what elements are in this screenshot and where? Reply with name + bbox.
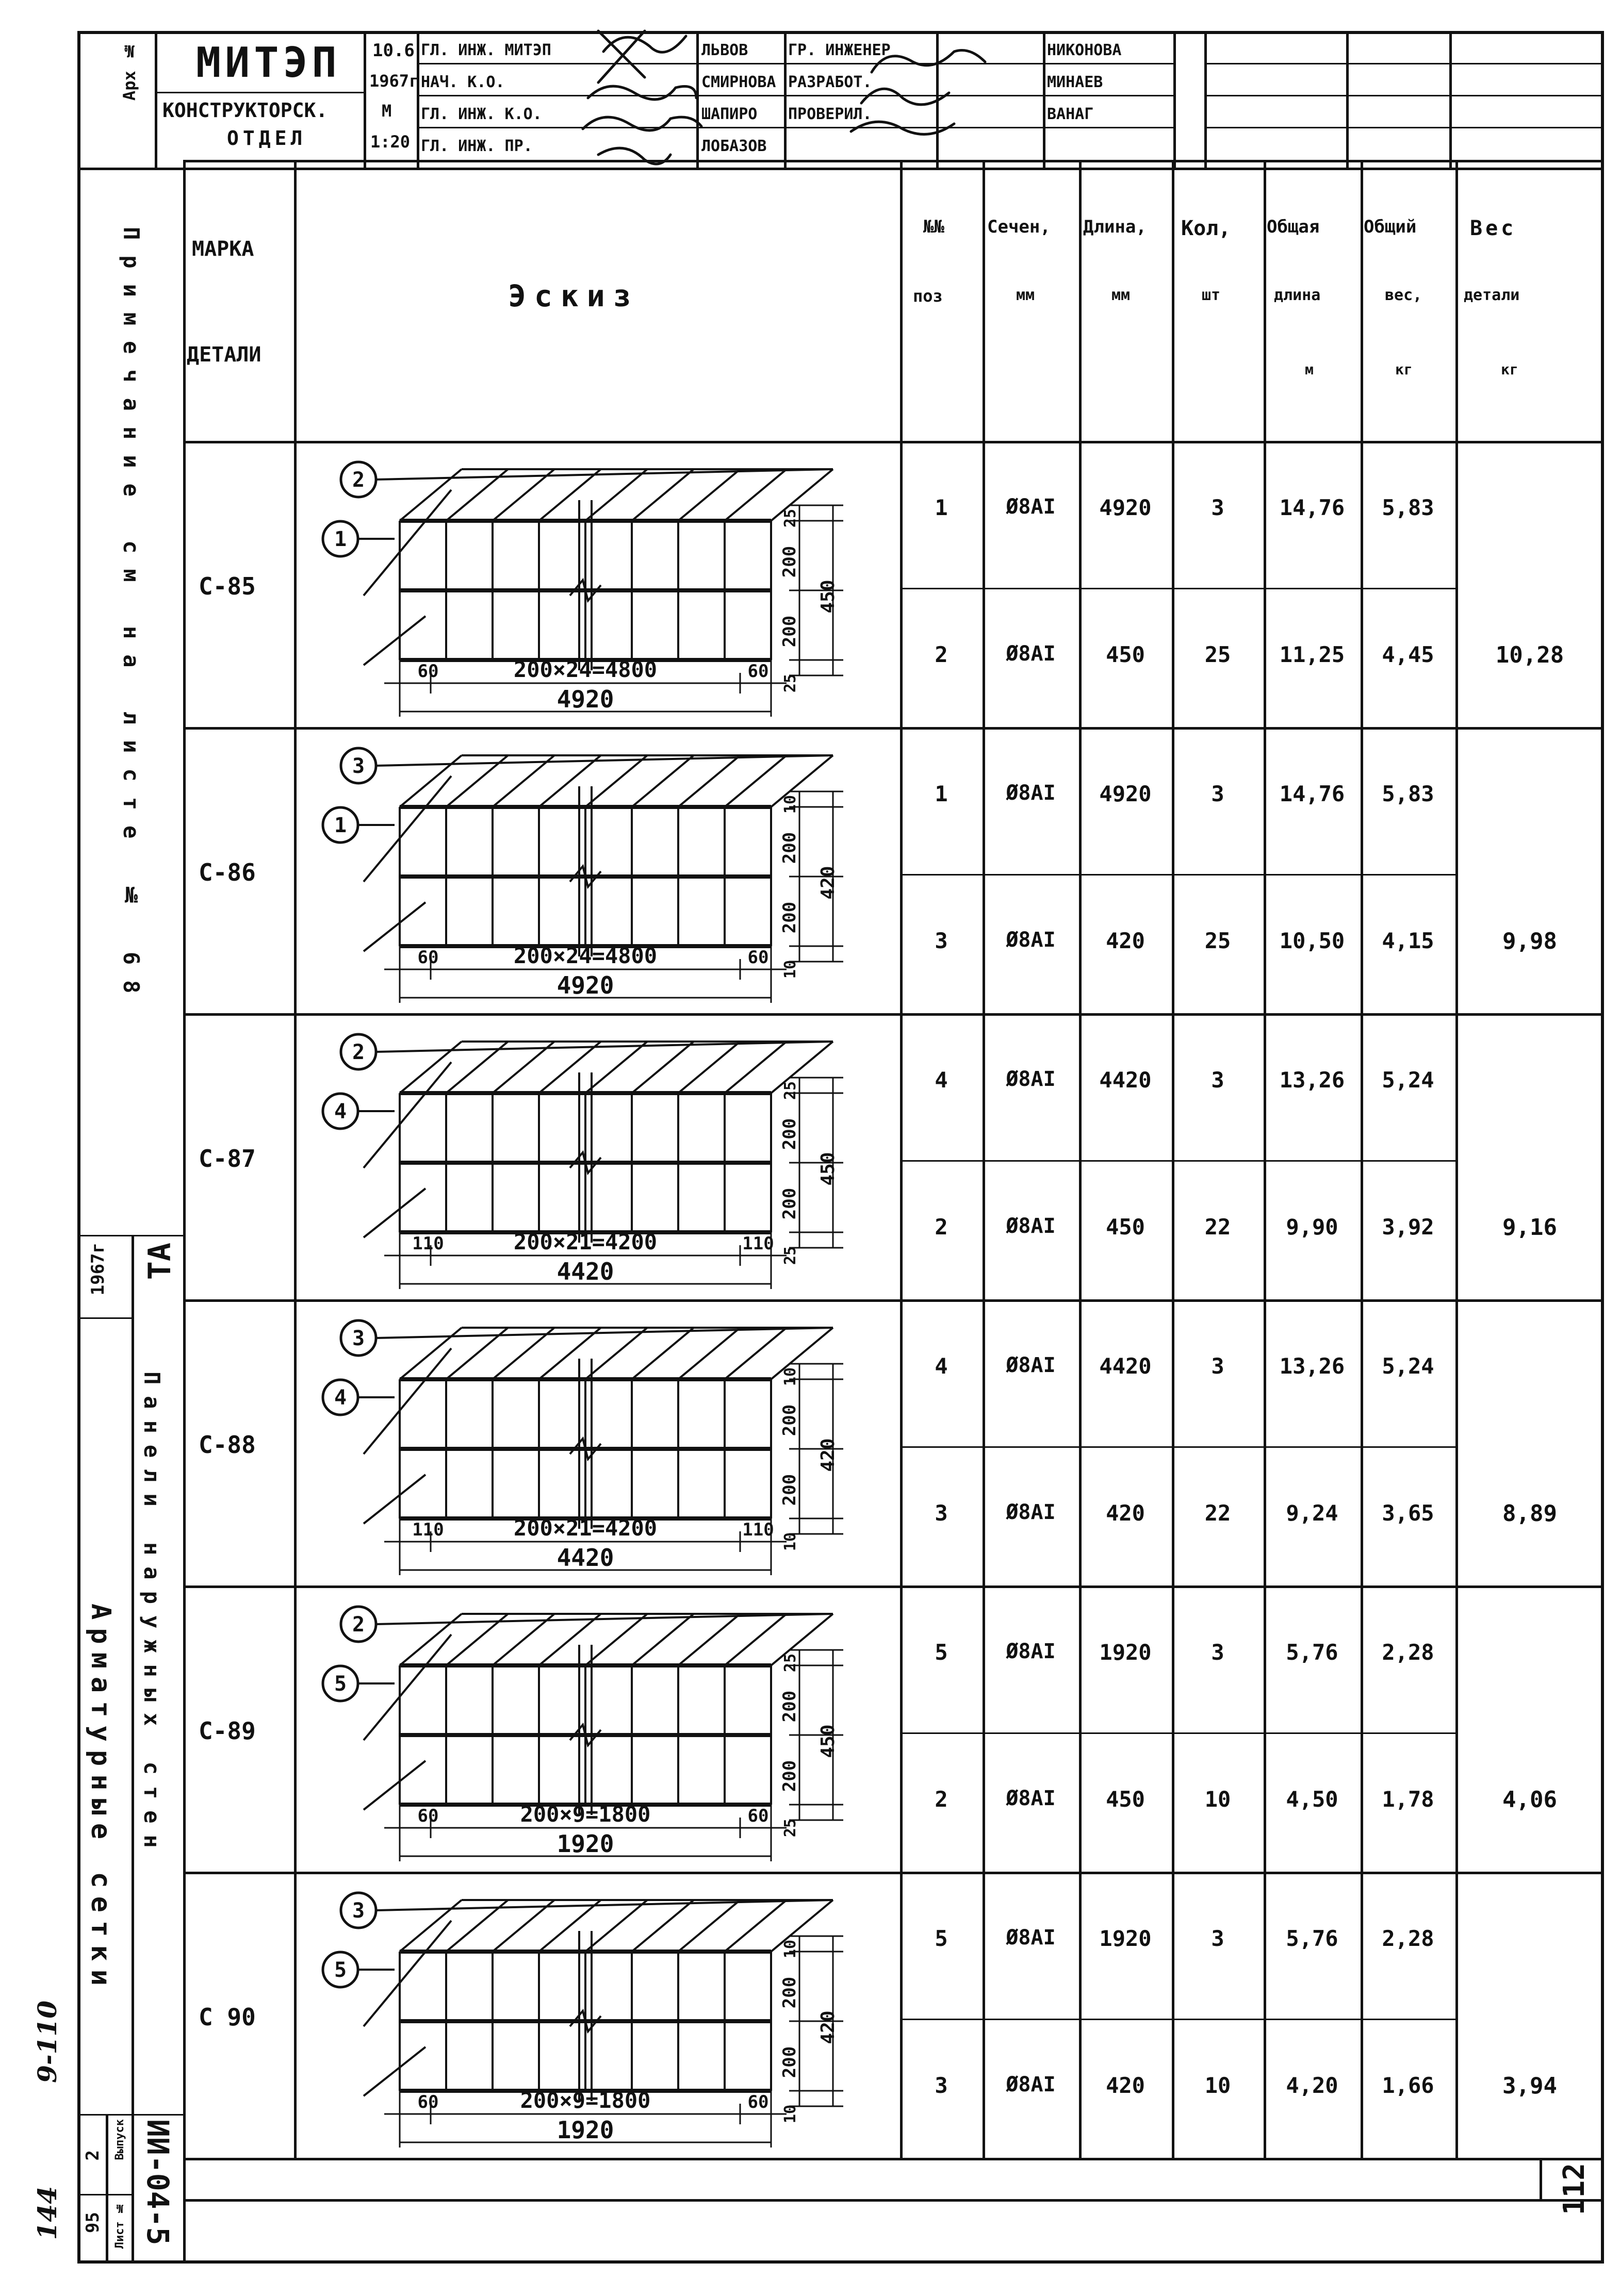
perspective-line xyxy=(364,2047,426,2096)
perspective-line xyxy=(364,1188,426,1237)
cell-section: Ø8AI xyxy=(1006,1353,1056,1377)
dimension-vertical: 10 xyxy=(781,1367,799,1386)
cell-total-length: 5,76 xyxy=(1286,1926,1338,1951)
ta-year: 1967г xyxy=(88,1243,108,1296)
cell-total-weight: 1,66 xyxy=(1382,2073,1434,2098)
perspective-line xyxy=(725,1900,787,1952)
sheet-subtitle: Арматурные сетки xyxy=(85,1604,116,1994)
cell-qty: 3 xyxy=(1211,1926,1224,1951)
perspective-line xyxy=(364,1475,426,1524)
perspective-line xyxy=(364,616,426,665)
perspective-line xyxy=(678,1900,740,1952)
dimension-total: 1920 xyxy=(557,1830,614,1858)
dimension-vertical: 200 xyxy=(779,901,800,934)
perspective-line xyxy=(585,1614,647,1665)
perspective-line xyxy=(585,1328,647,1379)
perspective-line xyxy=(771,1900,833,1952)
header-qty-line1: Кол, xyxy=(1181,217,1231,240)
header-length-line2: мм xyxy=(1111,286,1131,304)
scale-label: М xyxy=(382,101,392,121)
dimension-vertical: 25 xyxy=(781,1246,799,1265)
leader-line xyxy=(376,755,833,766)
header-pos-line2: поз xyxy=(913,286,943,306)
perspective-line xyxy=(678,1042,740,1093)
cell-section: Ø8AI xyxy=(1006,1926,1056,1950)
dimension-inner: 200×21=4200 xyxy=(513,1229,658,1254)
perspective-line xyxy=(725,1042,787,1093)
cell-section: Ø8AI xyxy=(1006,1500,1056,1524)
handwritten-signatures xyxy=(542,15,1109,175)
perspective-line xyxy=(725,1614,787,1665)
cell-pos: 3 xyxy=(935,2073,948,2098)
dimension-vertical-total: 420 xyxy=(817,1438,839,1472)
position-bubble-label: 1 xyxy=(334,527,347,551)
cell-pos: 4 xyxy=(935,1067,948,1093)
cell-detail-weight: 8,89 xyxy=(1502,1500,1557,1527)
perspective-line xyxy=(632,755,694,807)
cell-detail-weight: 4,06 xyxy=(1502,1787,1557,1813)
perspective-line xyxy=(678,469,740,521)
vypusk-label: Выпуск xyxy=(113,2119,126,2160)
dimension-edge-right: 110 xyxy=(742,1233,774,1254)
list-number: 95 xyxy=(83,2212,103,2233)
dimension-total: 4920 xyxy=(557,971,614,999)
dimension-total: 4420 xyxy=(557,1544,614,1572)
cell-total-length: 5,76 xyxy=(1286,1640,1338,1665)
position-bubble-label: 4 xyxy=(334,1100,347,1124)
header-detail-weight-line2: детали xyxy=(1464,286,1520,304)
header-detail-weight-line1: Вес xyxy=(1470,217,1517,240)
cell-total-length: 13,26 xyxy=(1279,1067,1345,1093)
dimension-vertical: 25 xyxy=(781,1818,799,1838)
dimension-inner: 200×24=4800 xyxy=(513,943,658,968)
role-left-3: ГЛ. ИНЖ. К.О. xyxy=(421,105,542,123)
perspective-line xyxy=(771,755,833,807)
dimension-total: 4920 xyxy=(557,685,614,713)
cell-total-weight: 5,83 xyxy=(1382,495,1434,520)
perspective-line xyxy=(771,469,833,521)
series-code: ИИ-04-5 xyxy=(140,2119,175,2245)
detail-mark: С-86 xyxy=(199,858,256,886)
cell-pos: 1 xyxy=(935,781,948,806)
dimension-inner: 200×9=1800 xyxy=(520,1802,651,1827)
cell-qty: 3 xyxy=(1211,1353,1224,1379)
dimension-vertical: 200 xyxy=(779,1976,800,2009)
dimension-vertical: 200 xyxy=(779,1690,800,1723)
date-line2: 1967г xyxy=(369,71,419,91)
dimension-vertical: 200 xyxy=(779,1760,800,1792)
dimension-inner: 200×21=4200 xyxy=(513,1515,658,1541)
perspective-line xyxy=(771,1614,833,1665)
perspective-line xyxy=(364,490,451,596)
cell-qty: 3 xyxy=(1211,1640,1224,1665)
cell-section: Ø8AI xyxy=(1006,2073,1056,2096)
cell-section: Ø8AI xyxy=(1006,1787,1056,1810)
dimension-edge-left: 110 xyxy=(412,1519,444,1540)
dimension-vertical-total: 450 xyxy=(817,1724,839,1758)
page-number: 112 xyxy=(1558,2163,1591,2216)
cell-total-weight: 3,92 xyxy=(1382,1214,1434,1240)
name-left-2: СМИРНОВА xyxy=(701,73,776,91)
cell-pos: 2 xyxy=(935,1214,948,1240)
perspective-line xyxy=(632,1328,694,1379)
name-left-4: ЛОБАЗОВ xyxy=(701,137,767,155)
perspective-line xyxy=(585,469,647,521)
cell-detail-weight: 3,94 xyxy=(1502,2073,1557,2099)
cell-qty: 3 xyxy=(1211,1067,1224,1093)
perspective-line xyxy=(364,1761,426,1810)
dimension-vertical-total: 420 xyxy=(817,866,839,900)
dimension-edge-left: 60 xyxy=(417,1806,439,1826)
dimension-edge-left: 60 xyxy=(417,661,439,682)
cell-length: 4920 xyxy=(1099,781,1152,806)
role-left-4: ГЛ. ИНЖ. ПР. xyxy=(421,137,533,155)
cell-section: Ø8AI xyxy=(1006,495,1056,519)
dimension-vertical: 10 xyxy=(781,1532,799,1551)
cell-pos: 1 xyxy=(935,495,948,520)
header-section-line1: Сечен, xyxy=(987,217,1051,237)
cell-pos: 3 xyxy=(935,928,948,953)
dimension-vertical: 10 xyxy=(781,960,799,979)
dimension-vertical-total: 450 xyxy=(817,580,839,614)
position-bubble-label: 5 xyxy=(334,1958,347,1982)
handwritten-code: 9-110 xyxy=(32,2001,62,2083)
perspective-line xyxy=(678,755,740,807)
cell-section: Ø8AI xyxy=(1006,1067,1056,1091)
dimension-edge-right: 60 xyxy=(747,947,769,968)
cell-pos: 3 xyxy=(935,1500,948,1526)
name-left-1: ЛЬВОВ xyxy=(701,41,748,59)
cell-length: 4420 xyxy=(1099,1067,1152,1093)
cell-total-weight: 5,24 xyxy=(1382,1067,1434,1093)
header-total-length-unit: м xyxy=(1305,361,1314,378)
dimension-edge-left: 60 xyxy=(417,2092,439,2112)
name-left-3: ШАПИРО xyxy=(701,105,758,123)
perspective-line xyxy=(678,1614,740,1665)
dimension-vertical: 200 xyxy=(779,1187,800,1220)
organization-name: МИТЭП xyxy=(196,39,341,87)
mesh-sketch xyxy=(297,1585,900,1869)
position-bubble-label: 3 xyxy=(352,1899,365,1923)
role-right-2: РАЗРАБОТ. xyxy=(788,73,872,91)
cell-section: Ø8AI xyxy=(1006,642,1056,666)
dimension-edge-right: 60 xyxy=(747,2092,769,2112)
cell-qty: 22 xyxy=(1204,1500,1231,1526)
cell-total-weight: 3,65 xyxy=(1382,1500,1434,1526)
position-bubble-label: 5 xyxy=(334,1672,347,1696)
dimension-vertical: 25 xyxy=(781,673,799,693)
role-left-1: ГЛ. ИНЖ. МИТЭП xyxy=(421,41,551,59)
dimension-vertical: 200 xyxy=(779,615,800,648)
mesh-sketch xyxy=(297,441,900,724)
dimension-total: 1920 xyxy=(557,2116,614,2144)
cell-detail-weight: 10,28 xyxy=(1495,642,1564,668)
cell-section: Ø8AI xyxy=(1006,928,1056,952)
cell-detail-weight: 9,98 xyxy=(1502,928,1557,954)
list-label: Лист № xyxy=(113,2202,126,2249)
header-qty-line2: шт xyxy=(1202,286,1221,304)
cell-length: 450 xyxy=(1106,1214,1145,1240)
perspective-line xyxy=(725,1328,787,1379)
cell-qty: 10 xyxy=(1204,2073,1231,2098)
cell-total-weight: 1,78 xyxy=(1382,1787,1434,1812)
perspective-line xyxy=(364,1062,451,1168)
position-bubble-label: 3 xyxy=(352,1327,365,1350)
cell-pos: 2 xyxy=(935,642,948,667)
cell-total-length: 4,50 xyxy=(1286,1787,1338,1812)
cell-length: 1920 xyxy=(1099,1640,1152,1665)
cell-total-length: 4,20 xyxy=(1286,2073,1338,2098)
perspective-line xyxy=(585,755,647,807)
perspective-line xyxy=(364,902,426,951)
cell-total-weight: 2,28 xyxy=(1382,1926,1434,1951)
dimension-inner: 200×24=4800 xyxy=(513,657,658,682)
cell-length: 420 xyxy=(1106,928,1145,953)
panel-title: Панели наружных стен xyxy=(139,1372,165,1859)
role-right-3: ПРОВЕРИЛ. xyxy=(788,105,872,123)
note-reference: Примечание см на листе № 68 xyxy=(119,227,144,1009)
cell-length: 450 xyxy=(1106,642,1145,667)
perspective-line xyxy=(585,1042,647,1093)
detail-mark: С-88 xyxy=(199,1431,256,1459)
dimension-vertical: 10 xyxy=(781,795,799,814)
header-total-length-line1: Общая xyxy=(1267,217,1320,237)
cell-length: 420 xyxy=(1106,2073,1145,2098)
cell-length: 4920 xyxy=(1099,495,1152,520)
cell-pos: 5 xyxy=(935,1640,948,1665)
dimension-vertical: 25 xyxy=(781,1081,799,1100)
dimension-edge-right: 110 xyxy=(742,1519,774,1540)
cell-detail-weight: 9,16 xyxy=(1502,1214,1557,1241)
perspective-line xyxy=(771,1328,833,1379)
cell-length: 1920 xyxy=(1099,1926,1152,1951)
leader-line xyxy=(376,469,833,480)
mesh-sketch xyxy=(297,1299,900,1583)
dimension-vertical: 10 xyxy=(781,2104,799,2124)
dimension-vertical: 200 xyxy=(779,832,800,864)
perspective-line xyxy=(725,755,787,807)
detail-mark: С 90 xyxy=(199,2003,256,2031)
perspective-line xyxy=(632,1614,694,1665)
header-detail-weight-unit: кг xyxy=(1501,361,1518,378)
mesh-sketch xyxy=(297,727,900,1011)
cell-total-length: 9,24 xyxy=(1286,1500,1338,1526)
mesh-sketch xyxy=(297,1013,900,1297)
dimension-edge-left: 110 xyxy=(412,1233,444,1254)
cell-qty: 10 xyxy=(1204,1787,1231,1812)
header-section-line2: мм xyxy=(1016,286,1035,304)
cell-pos: 5 xyxy=(935,1926,948,1951)
position-bubble-label: 2 xyxy=(352,1040,365,1064)
name-right-1: НИКОНОВА xyxy=(1047,41,1122,59)
cell-qty: 22 xyxy=(1204,1214,1231,1240)
cell-total-weight: 4,15 xyxy=(1382,928,1434,953)
position-bubble-label: 1 xyxy=(334,814,347,837)
header-total-weight-line2: вес, xyxy=(1385,286,1422,304)
cell-total-weight: 4,45 xyxy=(1382,642,1434,667)
header-total-weight-unit: кг xyxy=(1395,361,1413,378)
cell-total-weight: 5,83 xyxy=(1382,781,1434,806)
ta-label: ТА xyxy=(142,1243,178,1280)
department-line2: ОТДЕЛ xyxy=(227,127,307,150)
dimension-vertical: 200 xyxy=(779,1474,800,1506)
header-total-weight-line1: Общий xyxy=(1364,217,1417,237)
perspective-line xyxy=(364,1921,451,2026)
perspective-line xyxy=(632,1900,694,1952)
perspective-line xyxy=(364,1634,451,1740)
name-right-3: ВАНАГ xyxy=(1047,105,1094,123)
cell-qty: 3 xyxy=(1211,495,1224,520)
header-mark-line1: МАРКА xyxy=(192,237,254,261)
dimension-vertical: 25 xyxy=(781,1653,799,1673)
cell-total-length: 13,26 xyxy=(1279,1353,1345,1379)
leader-line xyxy=(376,1614,833,1624)
department-line1: КОНСТРУКТОРСК. xyxy=(162,99,328,122)
dimension-vertical: 25 xyxy=(781,508,799,528)
dimension-vertical-total: 450 xyxy=(817,1152,839,1186)
perspective-line xyxy=(678,1328,740,1379)
cell-section: Ø8AI xyxy=(1006,781,1056,805)
cell-total-length: 14,76 xyxy=(1279,781,1345,806)
position-bubble-label: 3 xyxy=(352,754,365,778)
cell-length: 4420 xyxy=(1099,1353,1152,1379)
archive-number-label: Арх № xyxy=(120,41,139,101)
scale-value: 1:20 xyxy=(370,132,411,152)
leader-line xyxy=(376,1042,833,1052)
perspective-line xyxy=(364,776,451,882)
header-length-line1: Длина, xyxy=(1083,217,1147,237)
cell-length: 420 xyxy=(1106,1500,1145,1526)
perspective-line xyxy=(632,469,694,521)
dimension-edge-left: 60 xyxy=(417,947,439,968)
perspective-line xyxy=(725,469,787,521)
cell-length: 450 xyxy=(1106,1787,1145,1812)
cell-pos: 4 xyxy=(935,1353,948,1379)
role-right-1: ГР. ИНЖЕНЕР xyxy=(788,41,891,59)
leader-line xyxy=(376,1900,833,1910)
detail-mark: С-85 xyxy=(199,572,256,600)
cell-total-weight: 2,28 xyxy=(1382,1640,1434,1665)
position-bubble-label: 2 xyxy=(352,1613,365,1637)
header-total-length-line2: длина xyxy=(1274,286,1321,304)
dimension-vertical-total: 420 xyxy=(817,2010,839,2044)
cell-section: Ø8AI xyxy=(1006,1640,1056,1663)
dimension-vertical: 200 xyxy=(779,546,800,578)
cell-total-length: 11,25 xyxy=(1279,642,1345,667)
role-left-2: НАЧ. К.О. xyxy=(421,73,505,91)
perspective-line xyxy=(585,1900,647,1952)
cell-qty: 3 xyxy=(1211,781,1224,806)
dimension-inner: 200×9=1800 xyxy=(520,2088,651,2113)
cell-pos: 2 xyxy=(935,1787,948,1812)
cell-section: Ø8AI xyxy=(1006,1214,1056,1238)
perspective-line xyxy=(364,1348,451,1454)
perspective-line xyxy=(632,1042,694,1093)
dimension-vertical: 200 xyxy=(779,1404,800,1436)
dimension-edge-right: 60 xyxy=(747,661,769,682)
cell-qty: 25 xyxy=(1204,928,1231,953)
cell-total-length: 14,76 xyxy=(1279,495,1345,520)
cell-total-length: 9,90 xyxy=(1286,1214,1338,1240)
position-bubble-label: 4 xyxy=(334,1386,347,1410)
header-mark-line2: ДЕТАЛИ xyxy=(187,343,261,367)
name-right-2: МИНАЕВ xyxy=(1047,73,1103,91)
dimension-total: 4420 xyxy=(557,1258,614,1285)
cell-qty: 25 xyxy=(1204,642,1231,667)
header-pos-line1: №№ xyxy=(923,217,944,237)
dimension-vertical: 10 xyxy=(781,1939,799,1959)
dimension-edge-right: 60 xyxy=(747,1806,769,1826)
perspective-line xyxy=(771,1042,833,1093)
detail-mark: С-87 xyxy=(199,1145,256,1172)
dimension-vertical: 200 xyxy=(779,2046,800,2078)
dimension-vertical: 200 xyxy=(779,1118,800,1150)
leader-line xyxy=(376,1328,833,1338)
vypusk-value: 2 xyxy=(83,2150,103,2161)
cell-total-length: 10,50 xyxy=(1279,928,1345,953)
detail-mark: С-89 xyxy=(199,1717,256,1745)
position-bubble-label: 2 xyxy=(352,468,365,492)
mesh-sketch xyxy=(297,1872,900,2155)
header-sketch: Эскиз xyxy=(508,278,640,313)
handwritten-number: 144 xyxy=(32,2186,62,2240)
cell-total-weight: 5,24 xyxy=(1382,1353,1434,1379)
date-line1: 10.6 xyxy=(372,40,415,61)
